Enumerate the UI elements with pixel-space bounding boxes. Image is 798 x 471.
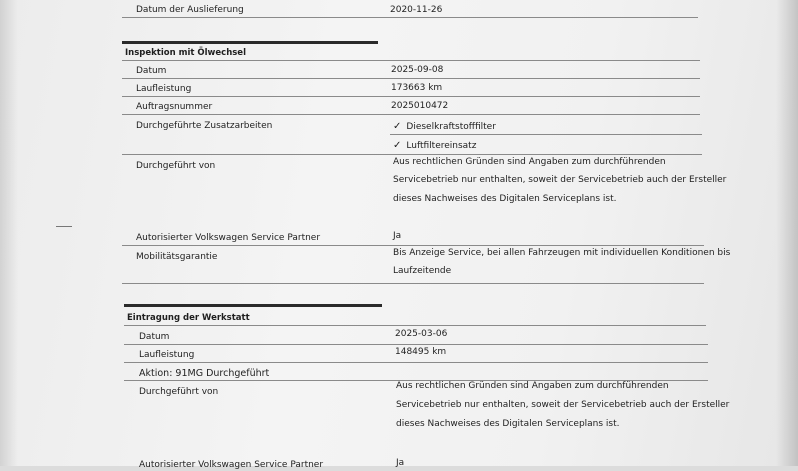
row-divider	[122, 245, 704, 246]
check-icon: ✓	[393, 140, 402, 151]
workshop-mileage-label: Laufleistung	[139, 350, 195, 360]
inspection-date-value: 2025-09-08	[391, 65, 444, 75]
vw-partner-label: Autorisierter Volkswagen Service Partner	[136, 233, 321, 243]
row-divider	[122, 114, 700, 115]
check-icon: ✓	[393, 121, 402, 132]
performed-by-text-line: Aus rechtlichen Gründen sind Angaben zum durchführenden	[393, 157, 666, 167]
workshop-performed-by-text-line: Aus rechtlichen Gründen sind Angaben zum durchführenden	[396, 381, 669, 391]
mobility-guarantee-label: Mobilitätsgarantie	[136, 252, 218, 262]
additional-work-item: ✓ Dieselkraftstofffilter	[393, 121, 496, 132]
workshop-date-label: Datum	[139, 332, 170, 342]
row-divider	[124, 362, 708, 363]
delivery-date-label: Datum der Auslieferung	[136, 5, 244, 15]
section-rule	[122, 41, 378, 44]
row-divider	[124, 325, 706, 326]
page-shadow-right	[776, 0, 798, 466]
performed-by-label: Durchgeführt von	[136, 161, 216, 171]
order-number-label: Auftragsnummer	[136, 102, 213, 112]
section-title-workshop: Eintragung der Werkstatt	[127, 313, 250, 323]
section-title-inspection: Inspektion mit Ölwechsel	[125, 48, 246, 58]
row-divider	[122, 154, 702, 155]
section-rule	[124, 304, 382, 307]
row-divider	[122, 17, 698, 18]
performed-by-text-line: dieses Nachweises des Digitalen Serviceplans ist.	[393, 194, 617, 204]
additional-work-label: Durchgeführte Zusatzarbeiten	[136, 121, 273, 131]
workshop-performed-by-label: Durchgeführt von	[139, 387, 219, 397]
campaign-label: Aktion: 91MG Durchgeführt	[139, 368, 270, 379]
workshop-performed-by-text-line: Servicebetrieb nur enthalten, soweit der Servicebetrieb auch der Ersteller	[396, 400, 730, 410]
row-divider	[390, 134, 702, 135]
inspection-date-label: Datum	[136, 66, 167, 76]
workshop-performed-by-text-line: dieses Nachweises des Digitalen Serviceplans ist.	[396, 419, 620, 429]
row-divider	[122, 60, 700, 61]
row-divider	[124, 344, 708, 345]
workshop-vw-partner-label: Autorisierter Volkswagen Service Partner	[139, 460, 324, 470]
row-divider	[122, 78, 700, 79]
additional-work-item: ✓ Luftfiltereinsatz	[393, 140, 477, 151]
row-divider	[122, 96, 700, 97]
vw-partner-value: Ja	[393, 231, 402, 241]
performed-by-text-line: Servicebetrieb nur enthalten, soweit der Servicebetrieb auch der Ersteller	[393, 175, 727, 185]
mileage-label: Laufleistung	[136, 84, 192, 94]
order-number-value: 2025010472	[391, 101, 449, 111]
row-divider	[122, 283, 704, 284]
mileage-value: 173663 km	[391, 83, 443, 93]
workshop-date-value: 2025-03-06	[395, 329, 448, 339]
delivery-date-value: 2020-11-26	[390, 5, 443, 15]
mobility-guarantee-text-line: Bis Anzeige Service, bei allen Fahrzeugen mit individuellen Konditionen bis	[393, 248, 731, 258]
margin-dash	[56, 226, 72, 227]
workshop-mileage-value: 148495 km	[395, 347, 447, 357]
workshop-vw-partner-value: Ja	[396, 458, 405, 468]
page-shadow-left	[0, 0, 18, 466]
mobility-guarantee-text-line: Laufzeitende	[393, 266, 452, 276]
